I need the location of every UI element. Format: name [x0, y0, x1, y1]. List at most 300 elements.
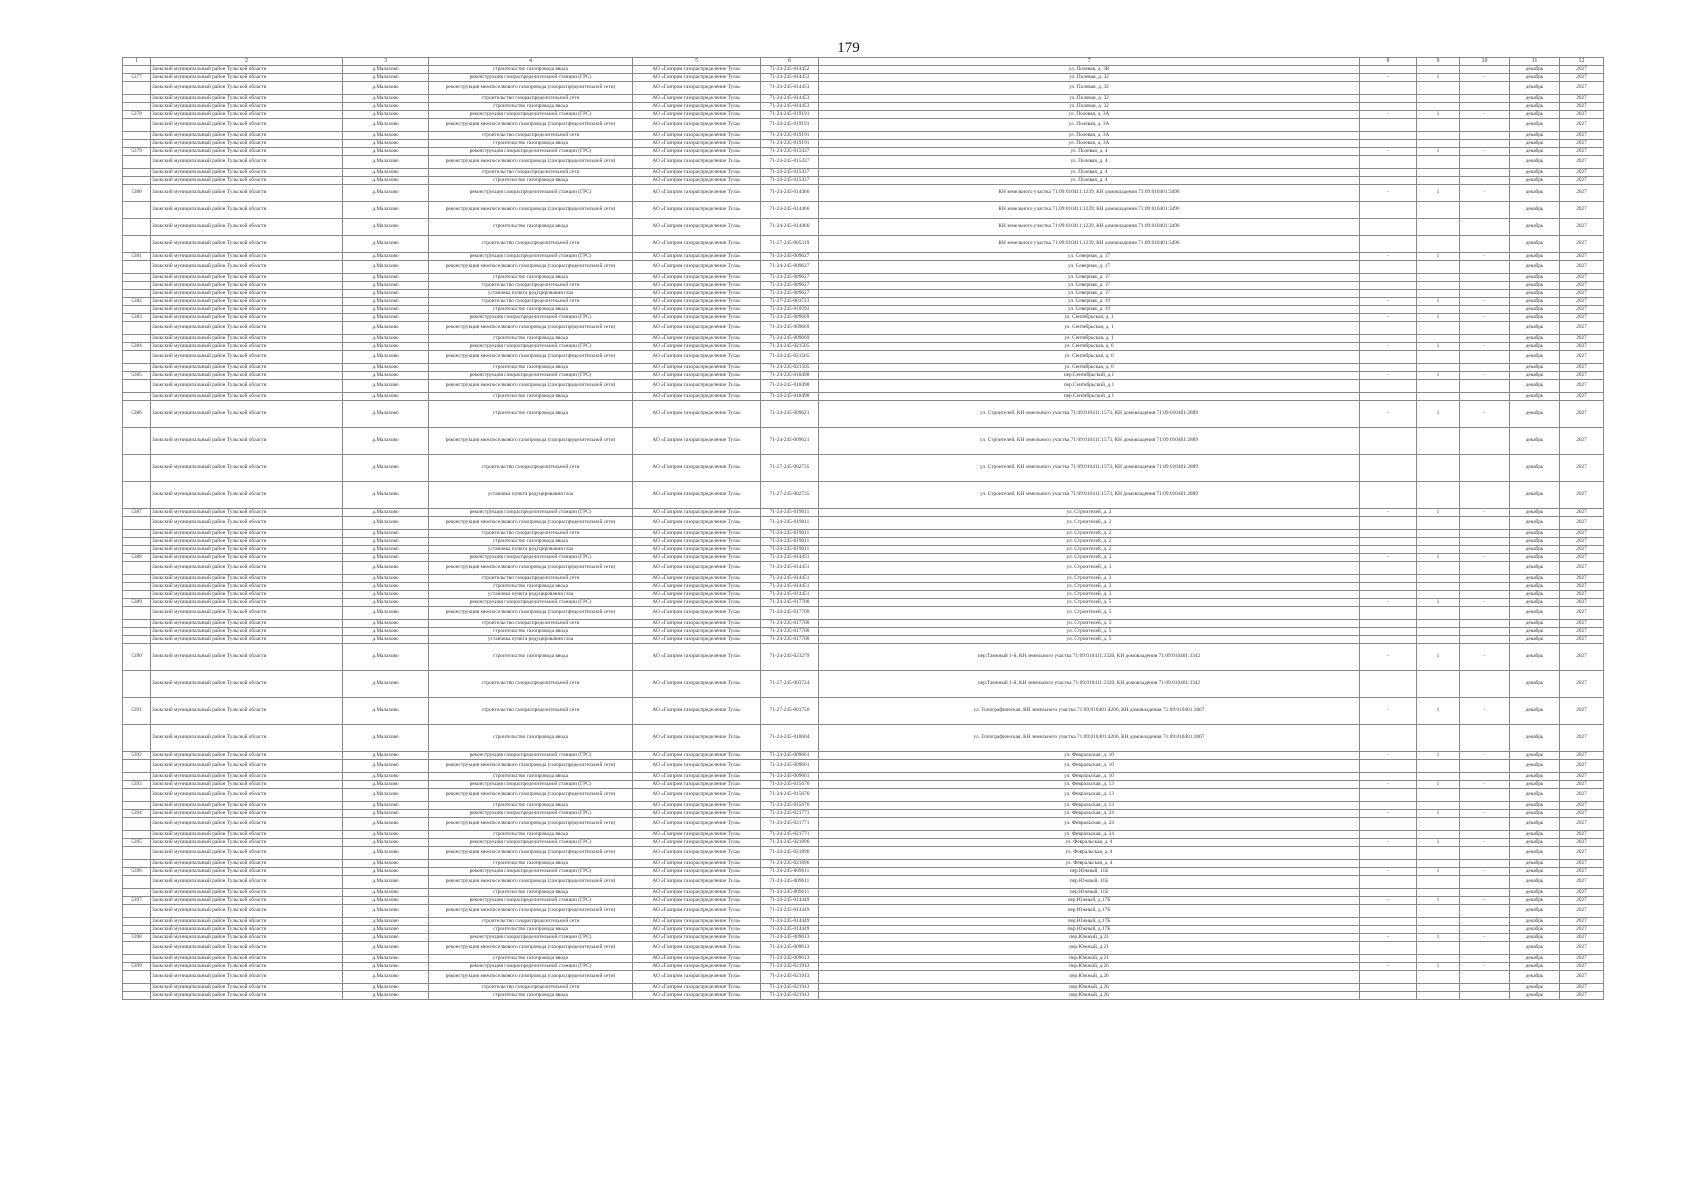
- column-header: 12: [1560, 58, 1604, 66]
- quantity-cell: 1: [1417, 185, 1460, 202]
- work-type-cell: строительство газопровода ввода: [429, 926, 633, 934]
- column-10-cell: [1460, 66, 1510, 74]
- table-row: [123, 984, 1604, 992]
- locality-cell: д.Малахово: [343, 636, 429, 644]
- table-row: [123, 599, 1604, 607]
- work-type-cell: реконструкция межпоселкового газопровода (газораспределительной сети): [429, 380, 633, 393]
- locality-cell: д.Малахово: [343, 219, 429, 236]
- locality-cell: д.Малахово: [343, 74, 429, 82]
- year-cell: 2027: [1560, 583, 1604, 591]
- locality-cell: д.Малахово: [343, 671, 429, 698]
- year-cell: 2027: [1560, 274, 1604, 282]
- district-cell: Заокский муниципальный район Тульской области: [151, 876, 343, 889]
- locality-cell: д.Малахово: [343, 509, 429, 517]
- quantity-cell: [1417, 971, 1460, 984]
- object-id-cell: 71-24-245-015437: [761, 169, 819, 177]
- object-number-cell: [123, 177, 151, 185]
- address-cell: пер.Сентябрьский, д.1: [819, 380, 1360, 393]
- column-8-cell: [1360, 156, 1417, 169]
- locality-cell: д.Малахово: [343, 351, 429, 364]
- quantity-cell: [1417, 636, 1460, 644]
- object-number-cell: 5378: [123, 111, 151, 119]
- quantity-cell: 1: [1417, 868, 1460, 876]
- column-8-cell: [1360, 889, 1417, 897]
- column-10-cell: -: [1460, 554, 1510, 562]
- address-cell: ул. Строителей, КН земельного участка 71:09:010411:1573, КН домовладения 71:09:010401:2889: [819, 428, 1360, 455]
- organization-cell: АО «Газпром газораспределение Тула»: [633, 185, 761, 202]
- object-number-cell: [123, 66, 151, 74]
- column-10-cell: [1460, 607, 1510, 620]
- table-row: [123, 963, 1604, 971]
- locality-cell: д.Малахово: [343, 177, 429, 185]
- district-cell: Заокский муниципальный район Тульской области: [151, 644, 343, 671]
- table-row: [123, 926, 1604, 934]
- quantity-cell: 1: [1417, 253, 1460, 261]
- month-cell: декабрь: [1510, 261, 1560, 274]
- column-10-cell: -: [1460, 298, 1510, 306]
- table-row: [123, 636, 1604, 644]
- object-id-cell: 71-24-245-015437: [761, 177, 819, 185]
- object-id-cell: 71-24-245-021913: [761, 963, 819, 971]
- work-type-cell: строительство газопровода ввода: [429, 335, 633, 343]
- organization-cell: АО «Газпром газораспределение Тула»: [633, 591, 761, 599]
- quantity-cell: [1417, 955, 1460, 963]
- year-cell: 2027: [1560, 202, 1604, 219]
- year-cell: 2027: [1560, 306, 1604, 314]
- object-number-cell: [123, 82, 151, 95]
- locality-cell: д.Малахово: [343, 628, 429, 636]
- address-cell: пер.Южный, д.17Б: [819, 918, 1360, 926]
- address-cell: ул. Строителей, д. 2: [819, 538, 1360, 546]
- address-cell: ул. Полевая, д. 32: [819, 82, 1360, 95]
- quantity-cell: [1417, 876, 1460, 889]
- work-type-cell: реконструкция газораспределительной станции (ГРС): [429, 253, 633, 261]
- table-row: [123, 810, 1604, 818]
- district-cell: Заокский муниципальный район Тульской области: [151, 831, 343, 839]
- column-8-cell: [1360, 860, 1417, 868]
- address-cell: пер.Южный, 11Б: [819, 889, 1360, 897]
- column-8-cell: [1360, 942, 1417, 955]
- object-id-cell: 71-24-245-014451: [761, 562, 819, 575]
- quantity-cell: [1417, 140, 1460, 148]
- object-id-cell: 71-24-245-017700: [761, 628, 819, 636]
- year-cell: 2027: [1560, 860, 1604, 868]
- column-8-cell: [1360, 66, 1417, 74]
- address-cell: ул. Северная, д. 19: [819, 298, 1360, 306]
- district-cell: Заокский муниципальный район Тульской области: [151, 393, 343, 401]
- address-cell: ул. Полевая, д. 3А: [819, 140, 1360, 148]
- address-cell: ул. Февральская, д. 24: [819, 831, 1360, 839]
- organization-cell: АО «Газпром газораспределение Тула»: [633, 95, 761, 103]
- district-cell: Заокский муниципальный район Тульской области: [151, 335, 343, 343]
- object-id-cell: 71-24-245-021913: [761, 971, 819, 984]
- locality-cell: д.Малахово: [343, 905, 429, 918]
- table-row: [123, 177, 1604, 185]
- column-10-cell: [1460, 620, 1510, 628]
- object-id-cell: 71-24-245-009613: [761, 934, 819, 942]
- table-row: [123, 773, 1604, 781]
- column-10-cell: -: [1460, 839, 1510, 847]
- organization-cell: АО «Газпром газораспределение Тула»: [633, 261, 761, 274]
- address-cell: ул. Строителей, д. 5: [819, 607, 1360, 620]
- column-10-cell: [1460, 140, 1510, 148]
- column-10-cell: [1460, 530, 1510, 538]
- address-cell: ул. Февральская, д. 13: [819, 789, 1360, 802]
- column-10-cell: [1460, 351, 1510, 364]
- address-cell: КН земельного участка 71:09:010411:1239, КН домовладения 71:09:010401:3496: [819, 185, 1360, 202]
- object-number-cell: [123, 628, 151, 636]
- column-8-cell: [1360, 773, 1417, 781]
- year-cell: 2027: [1560, 599, 1604, 607]
- object-id-cell: 71-24-245-018498: [761, 380, 819, 393]
- column-10-cell: -: [1460, 343, 1510, 351]
- organization-cell: АО «Газпром газораспределение Тула»: [633, 971, 761, 984]
- organization-cell: АО «Газпром газораспределение Тула»: [633, 306, 761, 314]
- organization-cell: АО «Газпром газораспределение Тула»: [633, 343, 761, 351]
- object-number-cell: 5384: [123, 343, 151, 351]
- quantity-cell: 1: [1417, 599, 1460, 607]
- locality-cell: д.Малахово: [343, 781, 429, 789]
- object-id-cell: 71-24-245-017700: [761, 636, 819, 644]
- column-8-cell: [1360, 562, 1417, 575]
- organization-cell: АО «Газпром газораспределение Тула»: [633, 148, 761, 156]
- quantity-cell: [1417, 428, 1460, 455]
- locality-cell: д.Малахово: [343, 644, 429, 671]
- column-8-cell: [1360, 955, 1417, 963]
- month-cell: декабрь: [1510, 984, 1560, 992]
- table-row: [123, 860, 1604, 868]
- table-row: [123, 219, 1604, 236]
- object-id-cell: 71-24-245-009627: [761, 253, 819, 261]
- district-cell: Заокский муниципальный район Тульской области: [151, 177, 343, 185]
- work-type-cell: строительство газопровода ввода: [429, 992, 633, 1000]
- column-8-cell: [1360, 322, 1417, 335]
- year-cell: 2027: [1560, 802, 1604, 810]
- locality-cell: д.Малахово: [343, 322, 429, 335]
- organization-cell: АО «Газпром газораспределение Тула»: [633, 897, 761, 905]
- address-cell: ул. Строителей, д. 3: [819, 583, 1360, 591]
- year-cell: 2027: [1560, 839, 1604, 847]
- table-row: [123, 343, 1604, 351]
- year-cell: 2027: [1560, 74, 1604, 82]
- month-cell: декабрь: [1510, 591, 1560, 599]
- object-id-cell: 71-24-245-019011: [761, 538, 819, 546]
- column-8-cell: [1360, 628, 1417, 636]
- quantity-cell: 1: [1417, 314, 1460, 322]
- address-cell: ул. Полевая, д. 4: [819, 156, 1360, 169]
- table-row: [123, 314, 1604, 322]
- district-cell: Заокский муниципальный район Тульской области: [151, 380, 343, 393]
- address-cell: ул. Полевая, д. 3В: [819, 66, 1360, 74]
- month-cell: декабрь: [1510, 725, 1560, 752]
- district-cell: Заокский муниципальный район Тульской области: [151, 401, 343, 428]
- object-number-cell: 5394: [123, 810, 151, 818]
- year-cell: 2027: [1560, 897, 1604, 905]
- organization-cell: АО «Газпром газораспределение Тула»: [633, 725, 761, 752]
- object-number-cell: 5383: [123, 314, 151, 322]
- object-id-cell: 71-24-245-014449: [761, 918, 819, 926]
- work-type-cell: реконструкция межпоселкового газопровода (газораспределительной сети): [429, 942, 633, 955]
- locality-cell: д.Малахово: [343, 169, 429, 177]
- object-id-cell: 71-24-245-014452: [761, 66, 819, 74]
- table-row: [123, 562, 1604, 575]
- work-type-cell: строительство газораспределительной сети: [429, 298, 633, 306]
- column-8-cell: [1360, 219, 1417, 236]
- year-cell: 2027: [1560, 95, 1604, 103]
- object-id-cell: 71-24-245-019191: [761, 111, 819, 119]
- quantity-cell: [1417, 261, 1460, 274]
- quantity-cell: [1417, 82, 1460, 95]
- month-cell: декабрь: [1510, 274, 1560, 282]
- quantity-cell: 1: [1417, 839, 1460, 847]
- object-id-cell: 71-24-245-009661: [761, 773, 819, 781]
- year-cell: 2027: [1560, 177, 1604, 185]
- quantity-cell: [1417, 119, 1460, 132]
- object-id-cell: 71-24-245-009613: [761, 955, 819, 963]
- address-cell: ул. Февральская, д. 10: [819, 773, 1360, 781]
- locality-cell: д.Малахово: [343, 839, 429, 847]
- month-cell: декабрь: [1510, 773, 1560, 781]
- column-10-cell: [1460, 306, 1510, 314]
- quantity-cell: [1417, 236, 1460, 253]
- locality-cell: д.Малахово: [343, 132, 429, 140]
- year-cell: 2027: [1560, 992, 1604, 1000]
- table-row: [123, 95, 1604, 103]
- address-cell: пер.Сентябрьский, д.1: [819, 393, 1360, 401]
- table-row: [123, 156, 1604, 169]
- locality-cell: д.Малахово: [343, 380, 429, 393]
- table-row: [123, 942, 1604, 955]
- table-row: [123, 971, 1604, 984]
- district-cell: Заокский муниципальный район Тульской области: [151, 156, 343, 169]
- object-number-cell: [123, 918, 151, 926]
- column-10-cell: -: [1460, 752, 1510, 760]
- object-number-cell: [123, 889, 151, 897]
- organization-cell: АО «Газпром газораспределение Тула»: [633, 562, 761, 575]
- object-id-cell: 71-27-245-001750: [761, 698, 819, 725]
- locality-cell: д.Малахово: [343, 290, 429, 298]
- object-id-cell: 71-24-245-019191: [761, 140, 819, 148]
- address-cell: ул. Полевая, д. 4: [819, 148, 1360, 156]
- year-cell: 2027: [1560, 942, 1604, 955]
- month-cell: декабрь: [1510, 831, 1560, 839]
- address-cell: ул. Сентябрьская, д. 1: [819, 314, 1360, 322]
- column-10-cell: -: [1460, 372, 1510, 380]
- organization-cell: АО «Газпром газораспределение Тула»: [633, 628, 761, 636]
- object-number-cell: [123, 620, 151, 628]
- district-cell: Заокский муниципальный район Тульской области: [151, 364, 343, 372]
- table-row: [123, 897, 1604, 905]
- object-number-cell: [123, 140, 151, 148]
- object-id-cell: 71-24-245-015676: [761, 789, 819, 802]
- table-row: [123, 818, 1604, 831]
- address-cell: пер.Южный, д.26: [819, 984, 1360, 992]
- object-number-cell: [123, 607, 151, 620]
- object-number-cell: 5393: [123, 781, 151, 789]
- column-10-cell: [1460, 82, 1510, 95]
- organization-cell: АО «Газпром газораспределение Тула»: [633, 752, 761, 760]
- organization-cell: АО «Газпром газораспределение Тула»: [633, 156, 761, 169]
- work-type-cell: строительство газопровода ввода: [429, 66, 633, 74]
- organization-cell: АО «Газпром газораспределение Тула»: [633, 607, 761, 620]
- object-number-cell: 5390: [123, 644, 151, 671]
- locality-cell: д.Малахово: [343, 963, 429, 971]
- quantity-cell: 1: [1417, 74, 1460, 82]
- object-number-cell: 5397: [123, 897, 151, 905]
- quantity-cell: [1417, 335, 1460, 343]
- organization-cell: АО «Газпром газораспределение Тула»: [633, 992, 761, 1000]
- object-id-cell: 71-24-245-009627: [761, 282, 819, 290]
- column-8-cell: -: [1360, 554, 1417, 562]
- quantity-cell: [1417, 628, 1460, 636]
- address-cell: ул. Строителей, д. 2: [819, 509, 1360, 517]
- month-cell: декабрь: [1510, 847, 1560, 860]
- object-id-cell: 71-24-245-021896: [761, 860, 819, 868]
- locality-cell: д.Малахово: [343, 984, 429, 992]
- locality-cell: д.Малахово: [343, 111, 429, 119]
- locality-cell: д.Малахово: [343, 140, 429, 148]
- quantity-cell: 1: [1417, 963, 1460, 971]
- address-cell: пер.Таежный 1-й, КН земельного участка 71:09:010411:3320, КН домовладения 71:09:010401:3342: [819, 644, 1360, 671]
- table-row: [123, 428, 1604, 455]
- quantity-cell: [1417, 393, 1460, 401]
- locality-cell: д.Малахово: [343, 455, 429, 482]
- quantity-cell: 1: [1417, 148, 1460, 156]
- district-cell: Заокский муниципальный район Тульской области: [151, 628, 343, 636]
- district-cell: Заокский муниципальный район Тульской области: [151, 698, 343, 725]
- month-cell: декабрь: [1510, 401, 1560, 428]
- quantity-cell: [1417, 773, 1460, 781]
- month-cell: декабрь: [1510, 876, 1560, 889]
- year-cell: 2027: [1560, 554, 1604, 562]
- district-cell: Заокский муниципальный район Тульской области: [151, 671, 343, 698]
- object-id-cell: 71-24-245-019191: [761, 132, 819, 140]
- organization-cell: АО «Газпром газораспределение Тула»: [633, 984, 761, 992]
- work-type-cell: реконструкция газораспределительной станции (ГРС): [429, 897, 633, 905]
- object-id-cell: 71-24-245-014449: [761, 897, 819, 905]
- locality-cell: д.Малахово: [343, 274, 429, 282]
- work-type-cell: строительство газопровода ввода: [429, 725, 633, 752]
- table-row: [123, 236, 1604, 253]
- object-number-cell: [123, 831, 151, 839]
- address-cell: ул. Февральская, д. 24: [819, 818, 1360, 831]
- object-number-cell: [123, 773, 151, 781]
- quantity-cell: [1417, 95, 1460, 103]
- month-cell: декабрь: [1510, 583, 1560, 591]
- work-type-cell: установка пункта редуцирования газа: [429, 636, 633, 644]
- district-cell: Заокский муниципальный район Тульской области: [151, 306, 343, 314]
- address-cell: ул. Строителей, д. 5: [819, 620, 1360, 628]
- column-8-cell: [1360, 971, 1417, 984]
- year-cell: 2027: [1560, 393, 1604, 401]
- object-number-cell: [123, 119, 151, 132]
- locality-cell: д.Малахово: [343, 698, 429, 725]
- column-8-cell: [1360, 103, 1417, 111]
- column-10-cell: [1460, 955, 1510, 963]
- table-row: [123, 290, 1604, 298]
- object-id-cell: 71-24-245-021913: [761, 984, 819, 992]
- year-cell: 2027: [1560, 984, 1604, 992]
- table-row: [123, 103, 1604, 111]
- object-number-cell: [123, 274, 151, 282]
- work-type-cell: строительство газопровода ввода: [429, 103, 633, 111]
- organization-cell: АО «Газпром газораспределение Тула»: [633, 103, 761, 111]
- locality-cell: д.Малахово: [343, 992, 429, 1000]
- column-8-cell: [1360, 876, 1417, 889]
- organization-cell: АО «Газпром газораспределение Тула»: [633, 554, 761, 562]
- work-type-cell: строительство газопровода ввода: [429, 364, 633, 372]
- object-id-cell: 71-24-245-017700: [761, 599, 819, 607]
- organization-cell: АО «Газпром газораспределение Тула»: [633, 810, 761, 818]
- address-cell: ул. Северная, д. 17: [819, 253, 1360, 261]
- district-cell: Заокский муниципальный район Тульской области: [151, 620, 343, 628]
- district-cell: Заокский муниципальный район Тульской области: [151, 103, 343, 111]
- quantity-cell: [1417, 351, 1460, 364]
- month-cell: декабрь: [1510, 818, 1560, 831]
- year-cell: 2027: [1560, 236, 1604, 253]
- month-cell: декабрь: [1510, 169, 1560, 177]
- month-cell: декабрь: [1510, 926, 1560, 934]
- locality-cell: д.Малахово: [343, 752, 429, 760]
- district-cell: Заокский муниципальный район Тульской области: [151, 992, 343, 1000]
- month-cell: декабрь: [1510, 148, 1560, 156]
- month-cell: декабрь: [1510, 119, 1560, 132]
- year-cell: 2027: [1560, 671, 1604, 698]
- organization-cell: АО «Газпром газораспределение Тула»: [633, 802, 761, 810]
- year-cell: 2027: [1560, 380, 1604, 393]
- work-type-cell: строительство газораспределительной сети: [429, 455, 633, 482]
- column-8-cell: [1360, 380, 1417, 393]
- month-cell: декабрь: [1510, 364, 1560, 372]
- column-10-cell: [1460, 95, 1510, 103]
- year-cell: 2027: [1560, 971, 1604, 984]
- locality-cell: д.Малахово: [343, 802, 429, 810]
- organization-cell: АО «Газпром газораспределение Тула»: [633, 860, 761, 868]
- quantity-cell: [1417, 380, 1460, 393]
- address-cell: пер.Южный, д.26: [819, 971, 1360, 984]
- locality-cell: д.Малахово: [343, 810, 429, 818]
- address-cell: ул. Строителей, д. 2: [819, 546, 1360, 554]
- locality-cell: д.Малахово: [343, 971, 429, 984]
- locality-cell: д.Малахово: [343, 298, 429, 306]
- district-cell: Заокский муниципальный район Тульской области: [151, 74, 343, 82]
- address-cell: ул. Строителей, д. 5: [819, 636, 1360, 644]
- object-id-cell: 71-24-245-009611: [761, 868, 819, 876]
- month-cell: декабрь: [1510, 322, 1560, 335]
- column-8-cell: -: [1360, 509, 1417, 517]
- column-10-cell: -: [1460, 934, 1510, 942]
- object-number-cell: [123, 95, 151, 103]
- work-type-cell: реконструкция газораспределительной станции (ГРС): [429, 343, 633, 351]
- organization-cell: АО «Газпром газораспределение Тула»: [633, 955, 761, 963]
- address-cell: пер.Южный, д.17Б: [819, 926, 1360, 934]
- locality-cell: д.Малахово: [343, 103, 429, 111]
- quantity-cell: [1417, 517, 1460, 530]
- organization-cell: АО «Газпром газораспределение Тула»: [633, 773, 761, 781]
- locality-cell: д.Малахово: [343, 934, 429, 942]
- object-id-cell: 71-24-245-021896: [761, 847, 819, 860]
- month-cell: декабрь: [1510, 963, 1560, 971]
- column-10-cell: [1460, 393, 1510, 401]
- column-8-cell: -: [1360, 401, 1417, 428]
- table-row: [123, 546, 1604, 554]
- object-number-cell: [123, 335, 151, 343]
- month-cell: декабрь: [1510, 530, 1560, 538]
- work-type-cell: строительство газопровода ввода: [429, 401, 633, 428]
- column-10-cell: [1460, 364, 1510, 372]
- organization-cell: АО «Газпром газораспределение Тула»: [633, 119, 761, 132]
- month-cell: декабрь: [1510, 351, 1560, 364]
